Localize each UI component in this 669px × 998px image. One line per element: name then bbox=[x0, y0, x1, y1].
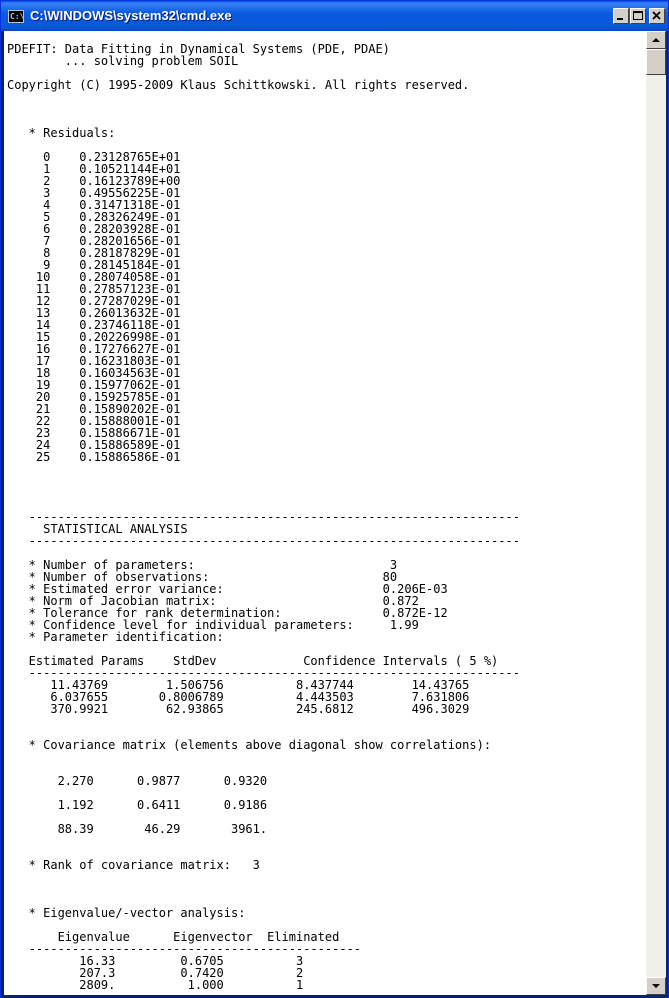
minimize-icon bbox=[616, 11, 626, 21]
console-line: 16 0.17276627E-01 bbox=[7, 342, 181, 356]
console-line: 2 0.16123789E+00 bbox=[7, 174, 181, 188]
console-line: * Rank of covariance matrix: 3 bbox=[7, 858, 260, 872]
console-line: 17 0.16231803E-01 bbox=[7, 354, 181, 368]
console-line: 22 0.15888001E-01 bbox=[7, 414, 181, 428]
console-line: Copyright (C) 1995-2009 Klaus Schittkowski. All rights reserved. bbox=[7, 78, 470, 92]
console-line: * Number of observations: 80 bbox=[7, 570, 398, 584]
console-line: 12 0.27287029E-01 bbox=[7, 294, 181, 308]
maximize-icon bbox=[633, 11, 643, 21]
console-line: 20 0.15925785E-01 bbox=[7, 390, 181, 404]
console-line: * Confidence level for individual parameters: 1.99 bbox=[7, 618, 419, 632]
console-line: PDEFIT: Data Fitting in Dynamical Systems (PDE, PDAE) bbox=[7, 42, 390, 56]
close-button[interactable] bbox=[649, 8, 665, 24]
console-line: -------------------------------------------------------------------- bbox=[7, 510, 520, 524]
console-line: 19 0.15977062E-01 bbox=[7, 378, 181, 392]
console-line: 15 0.20226998E-01 bbox=[7, 330, 181, 344]
arrow-up-icon bbox=[652, 37, 660, 43]
scroll-thumb[interactable] bbox=[646, 49, 666, 75]
console-line: 25 0.15886586E-01 bbox=[7, 450, 181, 464]
console-line: Eigenvalue Eigenvector Eliminated bbox=[7, 930, 340, 944]
console-line: 2809. 1.000 1 bbox=[7, 978, 304, 992]
console-line: 1.192 0.6411 0.9186 bbox=[7, 798, 268, 812]
console-line: STATISTICAL ANALYSIS bbox=[7, 522, 188, 536]
console-line: 6 0.28203928E-01 bbox=[7, 222, 181, 236]
scroll-up-button[interactable] bbox=[646, 31, 666, 49]
console-text bbox=[4, 31, 646, 991]
console-line: * Parameter identification: bbox=[7, 630, 224, 644]
minimize-button[interactable] bbox=[613, 8, 629, 24]
console-line: 207.3 0.7420 2 bbox=[7, 966, 304, 980]
console-line: 10 0.28074058E-01 bbox=[7, 270, 181, 284]
console-line: 11.43769 1.506756 8.437744 14.43765 bbox=[7, 678, 470, 692]
console-line: 6.037655 0.8006789 4.443503 7.631806 bbox=[7, 690, 470, 704]
console-line: 23 0.15886671E-01 bbox=[7, 426, 181, 440]
console-line: 2.270 0.9877 0.9320 bbox=[7, 774, 268, 788]
console-line: 14 0.23746118E-01 bbox=[7, 318, 181, 332]
console-line: ---------------------------------------------- bbox=[7, 942, 362, 956]
console-line: * Tolerance for rank determination: 0.872E-12 bbox=[7, 606, 448, 620]
console-line: * Residuals: bbox=[7, 126, 116, 140]
console-line: 16.33 0.6705 3 bbox=[7, 954, 304, 968]
console-line: 3 0.49556225E-01 bbox=[7, 186, 181, 200]
console-line: -------------------------------------------------------------------- bbox=[7, 534, 520, 548]
title-bar[interactable] bbox=[1, 1, 668, 31]
console-line: 8 0.28187829E-01 bbox=[7, 246, 181, 260]
console-line: ... solving problem SOIL bbox=[7, 54, 239, 68]
console-line: 0 0.23128765E+01 bbox=[7, 150, 181, 164]
console-line: 24 0.15886589E-01 bbox=[7, 438, 181, 452]
console-line: * Covariance matrix (elements above diagonal show correlations): bbox=[7, 738, 492, 752]
console-line: Estimated Params StdDev Confidence Intervals ( 5 %) bbox=[7, 654, 499, 668]
console-line: 18 0.16034563E-01 bbox=[7, 366, 181, 380]
console-line: 11 0.27857123E-01 bbox=[7, 282, 181, 296]
console-line: * Norm of Jacobian matrix: 0.872 bbox=[7, 594, 419, 608]
console-line: 21 0.15890202E-01 bbox=[7, 402, 181, 416]
console-line: * Eigenvalue/-vector analysis: bbox=[7, 906, 246, 920]
console-line: 88.39 46.29 3961. bbox=[7, 822, 268, 836]
console-line: 9 0.28145184E-01 bbox=[7, 258, 181, 272]
console-line: 1 0.10521144E+01 bbox=[7, 162, 181, 176]
cmd-icon[interactable]: C:\ bbox=[10, 12, 25, 21]
console-line: * Number of parameters: 3 bbox=[7, 558, 398, 572]
window-frame-right bbox=[666, 31, 668, 997]
window-title: C:\WINDOWS\system32\cmd.exe bbox=[30, 8, 232, 23]
scroll-down-button[interactable] bbox=[646, 977, 666, 995]
maximize-button[interactable] bbox=[630, 8, 646, 24]
console-line: 7 0.28201656E-01 bbox=[7, 234, 181, 248]
console-line: * Estimated error variance: 0.206E-03 bbox=[7, 582, 448, 596]
console-line: 370.9921 62.93865 245.6812 496.3029 bbox=[7, 702, 470, 716]
console-line: -------------------------------------------------------------------- bbox=[7, 666, 520, 680]
arrow-down-icon bbox=[652, 983, 660, 989]
close-icon bbox=[652, 11, 662, 21]
console-line: 5 0.28326249E-01 bbox=[7, 210, 181, 224]
console-output-area[interactable] bbox=[4, 31, 646, 995]
console-line: 13 0.26013632E-01 bbox=[7, 306, 181, 320]
vertical-scrollbar[interactable] bbox=[646, 31, 666, 995]
console-line: 4 0.31471318E-01 bbox=[7, 198, 181, 212]
